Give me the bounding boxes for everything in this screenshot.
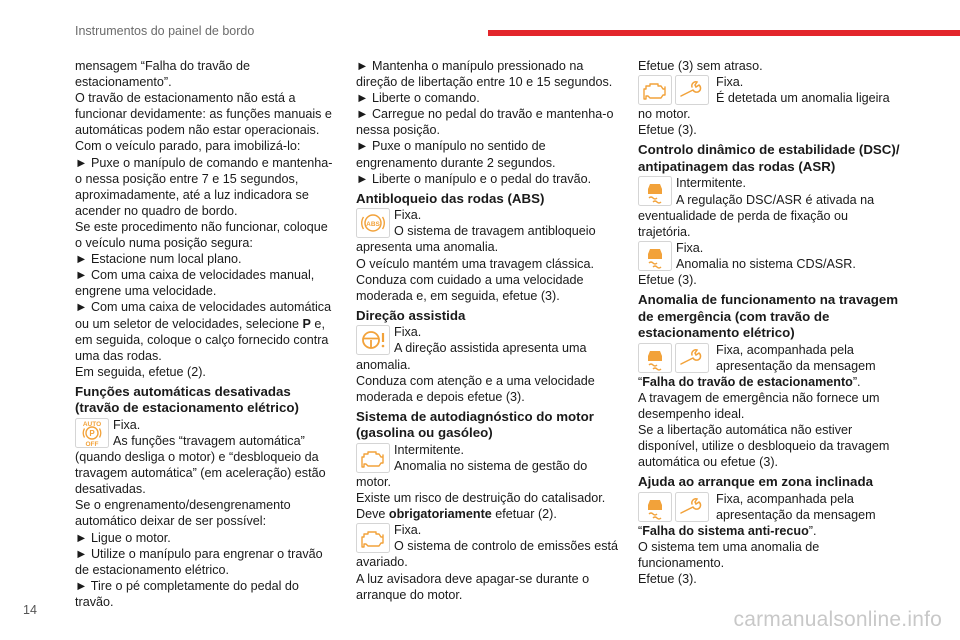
skid-car-icon — [638, 492, 672, 522]
message-text: “Falha do travão de estacionamento”. — [638, 374, 861, 389]
paragraph: Fixa, acompanhada pela apresentação da mensagem — [716, 491, 876, 522]
engine-check-icon — [638, 75, 672, 105]
section-heading-power-steering: Direção assistida — [356, 307, 466, 323]
paragraph: Efetue (3). — [638, 572, 697, 587]
instruction: ► Liberte o manípulo e o pedal do travão. — [356, 171, 592, 186]
skid-car-icon — [638, 176, 672, 206]
steering-wheel-warning-icon — [356, 325, 390, 355]
paragraph: As funções “travagem automática” (quando desliga o motor) e “desbloqueio da travagem automática” (em aceleração) estão desativadas. — [75, 433, 326, 497]
wrench-icon — [675, 343, 709, 373]
section-heading-auto-functions: Funções automáticas desativadas (travão de estacionamento elétrico) — [75, 383, 299, 416]
column-3 — [638, 58, 900, 587]
status-text: Fixa. — [394, 325, 422, 340]
svg-text:ABS: ABS — [366, 221, 380, 229]
paragraph: Efetue (3). — [638, 273, 697, 288]
paragraph: O veículo mantém uma travagem clássica. Conduza com cuidado a uma velocidade moderada e, em seguida, efetue (3). — [356, 256, 594, 303]
paragraph: Em seguida, efetue (2). — [75, 364, 206, 379]
svg-text:AUTO: AUTO — [82, 420, 102, 428]
paragraph: Efetue (3). — [638, 123, 697, 138]
page-number: 14 — [23, 603, 37, 617]
paragraph: Se este procedimento não funcionar, coloque o veículo numa posição segura: — [75, 219, 328, 251]
paragraph: mensagem “Falha do travão de estacionamento”. — [75, 59, 251, 90]
icon-pair — [638, 75, 712, 105]
paragraph: Com o veículo parado, para imobilizá-lo: — [75, 139, 301, 154]
section-heading-emergency-braking: Anomalia de funcionamento na travagem de emergência (com travão de estacionamento elétrico) — [638, 292, 899, 341]
paragraph: Conduza com atenção e a uma velocidade moderada e depois efetue (3). — [356, 373, 595, 404]
wrench-icon — [675, 75, 709, 105]
paragraph: É detetada um anomalia ligeira no motor. — [638, 91, 890, 122]
skid-car-icon — [638, 343, 672, 373]
status-text: Intermitente. — [394, 442, 464, 457]
paragraph: A regulação DSC/ASR é ativada na eventualidade de perda de fixação ou trajetória. — [638, 192, 875, 239]
column-1 — [75, 58, 337, 610]
status-text: Intermitente. — [676, 176, 746, 191]
paragraph: Se o engrenamento/desengrenamento automático deixar de ser possível: — [75, 498, 291, 529]
instruction: ► Liberte o comando. — [356, 91, 480, 106]
paragraph: Deve obrigatoriamente efetuar (2). — [356, 507, 557, 522]
paragraph: A travagem de emergência não fornece um desempenho ideal. — [638, 390, 880, 421]
paragraph: O travão de estacionamento não está a funcionar devidamente: as funções manuais e automáticas podem não estar operacionais. — [75, 91, 332, 138]
header-title: Instrumentos do painel de bordo — [75, 24, 255, 38]
icon-pair — [638, 343, 712, 373]
instruction: ► Puxe o manípulo no sentido de engrenamento durante 2 segundos. — [356, 139, 556, 170]
paragraph: Efetue (3) sem atraso. — [638, 59, 763, 73]
paragraph: O sistema tem uma anomalia de funcionamento. — [638, 540, 820, 571]
paragraph: O sistema de controlo de emissões está avariado. — [356, 539, 618, 570]
wrench-icon — [675, 492, 709, 522]
paragraph: A luz avisadora deve apagar-se durante o arranque do motor. — [356, 571, 590, 602]
instruction: ► Puxe o manípulo de comando e mantenha-o nessa posição entre 7 e 15 segundos, aproximadamente, até a luz indicadora se acender no quadro de bordo. — [75, 155, 333, 218]
paragraph: A direção assistida apresenta uma anomalia. — [356, 341, 587, 372]
abs-icon — [356, 208, 390, 238]
paragraph: Anomalia no sistema de gestão do motor. — [356, 458, 588, 489]
section-heading-abs: Antibloqueio das rodas (ABS) — [356, 190, 545, 206]
section-heading-hill-start: Ajuda ao arranque em zona inclinada — [638, 474, 873, 490]
message-text: “Falha do sistema anti-recuo”. — [638, 524, 817, 539]
watermark: carmanualsonline.info — [733, 608, 942, 631]
paragraph: O sistema de travagem antibloqueio apresenta uma anomalia. — [356, 224, 596, 255]
section-heading-self-diagnosis: Sistema de autodiagnóstico do motor (gasolina ou gasóleo) — [356, 408, 594, 441]
instruction: ► Com uma caixa de velocidades manual, engrene uma velocidade. — [75, 268, 315, 299]
paragraph: Fixa, acompanhada pela apresentação da mensagem — [716, 342, 876, 373]
status-text: Fixa. — [394, 208, 422, 223]
instruction: ► Com uma caixa de velocidades automática ou um seletor de velocidades, selecione P e, em seguida, coloque o calço fornecido contra uma das rodas. — [75, 300, 332, 363]
engine-check-icon — [356, 523, 390, 553]
paragraph: Existe um risco de destruição do catalisador. — [356, 491, 606, 506]
paragraph: Se a libertação automática não estiver disponível, utilize o desbloqueio da travagem automática ou efetue (3). — [638, 423, 890, 470]
status-text: Fixa. — [113, 417, 141, 432]
svg-text:P: P — [89, 428, 95, 438]
engine-check-icon — [356, 443, 390, 473]
instruction: ► Tire o pé completamente do pedal do travão. — [75, 578, 299, 609]
instruction: ► Utilize o manípulo para engrenar o travão de estacionamento elétrico. — [75, 546, 323, 577]
auto-parking-brake-off-icon — [75, 418, 109, 448]
header-accent-bar — [488, 30, 960, 36]
status-text: Fixa. — [676, 240, 704, 255]
paragraph: Anomalia no sistema CDS/ASR. — [676, 256, 856, 271]
instruction: ► Mantenha o manípulo pressionado na direção de libertação entre 10 e 15 segundos. — [356, 59, 613, 90]
icon-pair — [638, 492, 712, 522]
instruction: ► Estacione num local plano. — [75, 252, 242, 267]
column-2 — [356, 58, 618, 603]
instruction: ► Carregue no pedal do travão e mantenha-o nessa posição. — [356, 107, 614, 138]
svg-text:OFF: OFF — [85, 440, 99, 448]
status-text: Fixa. — [394, 523, 422, 538]
section-heading-dsc-asr: Controlo dinâmico de estabilidade (DSC)/ antipatinagem das rodas (ASR) — [638, 142, 900, 174]
status-text: Fixa. — [716, 75, 744, 90]
skid-car-icon — [638, 241, 672, 271]
instruction: ► Ligue o motor. — [75, 530, 171, 545]
